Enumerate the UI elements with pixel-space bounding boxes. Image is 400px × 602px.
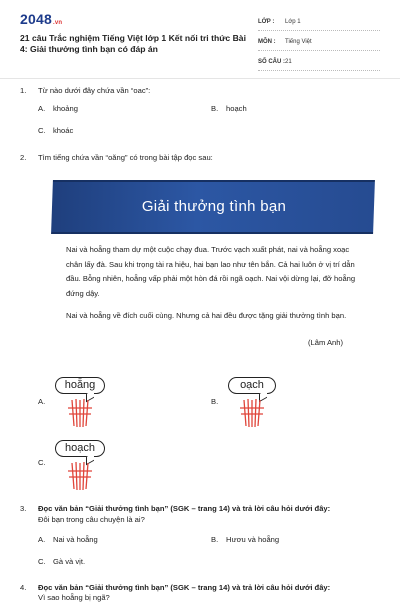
q1-option-c[interactable]	[38, 126, 73, 135]
option-letter: B.	[211, 104, 219, 113]
q2-option-a-bubble[interactable]: hoẵng	[55, 377, 105, 394]
option-text: Hươu và hoẵng	[226, 535, 280, 544]
q3-option-c[interactable]	[38, 557, 85, 566]
meta-value: Lớp 1	[285, 19, 301, 25]
document-title: 21 câu Trắc nghiệm Tiếng Việt lớp 1 Kết nối tri thức Bài 4: Giải thưởng tình bạn có đáp án	[20, 33, 246, 54]
question-stem: Từ nào dưới đây chứa vần “oac”:	[38, 86, 151, 95]
q1-option-a[interactable]	[38, 104, 78, 113]
meta-key: LỚP :	[258, 19, 275, 25]
question-number: 1.	[20, 86, 27, 95]
document-header	[0, 0, 400, 79]
meta-row-grade	[258, 14, 380, 31]
striped-figure-icon	[66, 461, 94, 491]
passage-paragraph-2: Nai và hoẵng về đích cuối cùng. Nhưng cả hai đều được tặng giải thưởng tình bạn.	[66, 311, 347, 320]
q1-option-b[interactable]	[211, 104, 247, 113]
question-subquestion: Đôi bạn trong câu chuyện là ai?	[38, 515, 145, 524]
question-stem: Đọc văn bản “Giải thưởng tình bạn” (SGK – trang 14) và trả lời câu hỏi dưới đây:	[38, 504, 331, 513]
striped-figure-icon	[238, 398, 266, 428]
option-letter: C.	[38, 126, 46, 135]
option-text: Gà và vịt.	[53, 557, 86, 566]
document-meta	[258, 14, 380, 74]
option-text: Nai và hoẵng	[53, 535, 98, 544]
meta-key: SỐ CÂU :	[258, 59, 285, 65]
q2-option-b-bubble[interactable]: oạch	[228, 377, 276, 394]
meta-value: Tiếng Việt	[285, 39, 312, 45]
option-letter: A.	[38, 104, 46, 113]
passage-paragraph-1: Nai và hoẵng tham dự một cuộc chạy đua. Trước vạch xuất phát, nai và hoẵng xoạc chân lấy đà. Sau khi trọng tài ra hiệu, hai bạn lao như tên bắn. Cả hai luôn ở vị trí dẫn đầu. Bỗng nhiên, hoẵng vấp phải một hòn đá rồi ngã oạch. Nai vội dừng lại, đỡ hoẵng đứng dậy.	[66, 245, 356, 298]
meta-value: 21	[285, 59, 292, 65]
option-letter: B.	[211, 535, 219, 544]
question-number: 4.	[20, 583, 27, 592]
question-subquestion: Vì sao hoẵng bị ngã?	[38, 593, 110, 602]
striped-figure-icon	[66, 398, 94, 428]
q3-option-b[interactable]	[211, 535, 279, 544]
logo-tld: .vn	[52, 20, 63, 26]
q3-option-a[interactable]	[38, 535, 98, 544]
meta-key: MÔN :	[258, 39, 276, 45]
passage-title: Giải thưởng tình bạn	[141, 198, 287, 215]
question-number: 3.	[20, 504, 27, 513]
meta-row-subject	[258, 34, 380, 51]
option-text: khoác	[53, 126, 74, 135]
passage-author: (Lâm Anh)	[308, 338, 344, 347]
option-text: hoạch	[226, 104, 247, 113]
option-letter: A.	[38, 535, 46, 544]
q2-option-c-letter[interactable]: C.	[38, 458, 46, 467]
q2-option-c-bubble[interactable]: hoạch	[55, 440, 105, 457]
meta-row-count	[258, 54, 380, 71]
q2-option-b-letter[interactable]: B.	[211, 397, 219, 406]
question-stem: Tìm tiếng chứa vần “oăng” có trong bài tập đọc sau:	[38, 153, 213, 162]
option-text: khoảng	[53, 104, 78, 113]
question-stem: Đọc văn bản “Giải thưởng tình bạn” (SGK – trang 14) và trả lời câu hỏi dưới đây:	[38, 583, 331, 592]
site-logo[interactable]	[20, 11, 62, 27]
logo-text: 2048	[20, 11, 52, 27]
question-number: 2.	[20, 153, 27, 162]
q2-option-a-letter[interactable]: A.	[38, 397, 46, 406]
option-letter: C.	[38, 557, 46, 566]
